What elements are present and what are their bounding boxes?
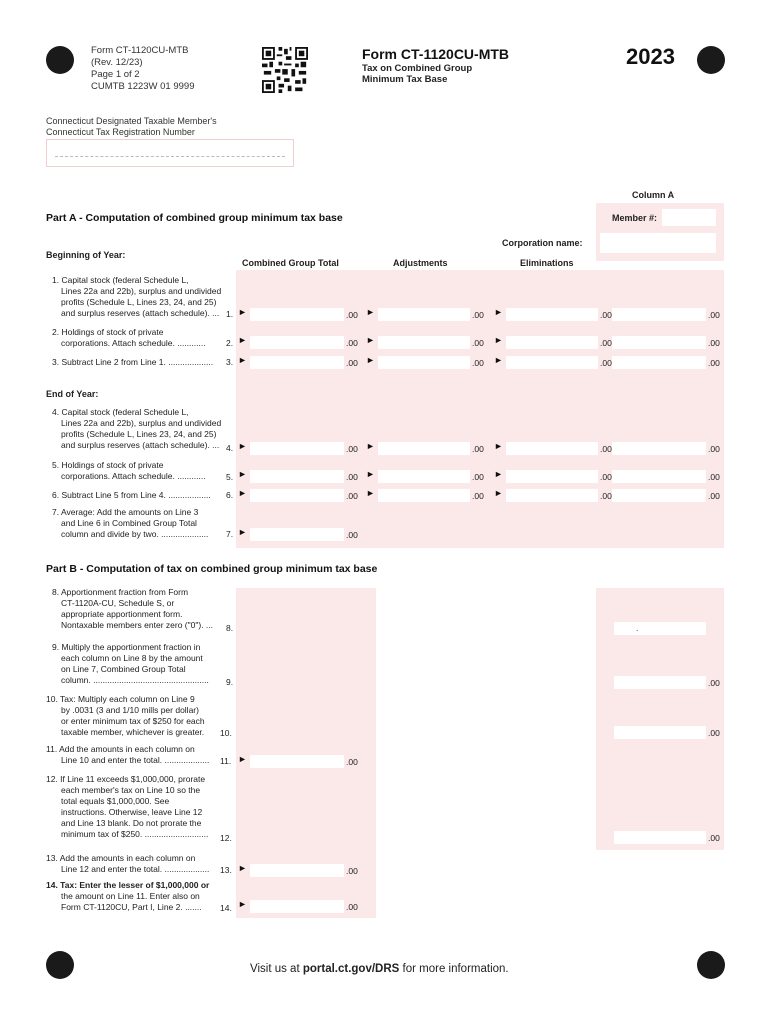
field-arrow-icon: ► xyxy=(238,488,247,498)
line-1-total-input[interactable] xyxy=(250,308,344,321)
cents-label: .00 xyxy=(346,472,358,482)
cents-label: .00 xyxy=(346,530,358,540)
cents-label: .00 xyxy=(708,678,720,688)
footer-text: Visit us at portal.ct.gov/DRS for more information. xyxy=(250,963,509,975)
cents-label: .00 xyxy=(346,310,358,320)
line-12-column-a-input[interactable] xyxy=(614,831,706,844)
cents-label: .00 xyxy=(600,444,612,454)
part-a-title: Part A - Computation of combined group minimum tax base xyxy=(46,212,343,224)
line-3-label: 3. Subtract Line 2 from Line 1. ................... xyxy=(52,357,214,367)
line-4-column-a-input[interactable] xyxy=(612,442,706,455)
cents-label: .00 xyxy=(708,310,720,320)
end-of-year-label: End of Year: xyxy=(46,389,99,399)
line-6-number: 6. xyxy=(226,490,234,500)
registration-mark xyxy=(697,46,725,74)
cents-label: .00 xyxy=(600,472,612,482)
line-4-number: 4. xyxy=(226,443,234,453)
qr-code-icon xyxy=(262,47,308,93)
field-arrow-icon: ► xyxy=(238,899,247,909)
line-2-eliminations-input[interactable] xyxy=(506,336,598,349)
eliminations-header: Eliminations xyxy=(520,258,574,268)
registration-number-label: Connecticut Designated Taxable Member's Connecticut Tax Registration Number xyxy=(46,116,217,137)
registration-mark xyxy=(46,951,74,979)
form-title: Form CT-1120CU-MTB xyxy=(362,46,510,62)
line-2-total-input[interactable] xyxy=(250,336,344,349)
line-5-eliminations-input[interactable] xyxy=(506,470,598,483)
cents-label: .00 xyxy=(346,902,358,912)
cents-label: .00 xyxy=(708,444,720,454)
line-7-number: 7. xyxy=(226,529,234,539)
line-1-adjustments-input[interactable] xyxy=(378,308,470,321)
registration-mark xyxy=(697,951,725,979)
cents-label: .00 xyxy=(600,491,612,501)
line-1-eliminations-input[interactable] xyxy=(506,308,598,321)
line-14-total-input[interactable] xyxy=(250,900,344,913)
column-a-label: Column A xyxy=(632,190,675,200)
line-8-number: 8. xyxy=(226,623,234,633)
field-arrow-icon: ► xyxy=(238,754,247,764)
cents-label: .00 xyxy=(708,338,720,348)
field-arrow-icon: ► xyxy=(494,441,503,451)
cents-label: .00 xyxy=(708,728,720,738)
line-5-total-input[interactable] xyxy=(250,470,344,483)
field-arrow-icon: ► xyxy=(366,307,375,317)
field-arrow-icon: ► xyxy=(238,307,247,317)
line-1-label: 1. Capital stock (federal Schedule L, Lines 22a and 22b), surplus and undivided profits (Schedule L, Lines 23, 24, and 25) and surplus reserves (attach schedule). ... xyxy=(52,275,222,318)
field-arrow-icon: ► xyxy=(494,469,503,479)
line-4-total-input[interactable] xyxy=(250,442,344,455)
cents-label: .00 xyxy=(472,338,484,348)
line-5-adjustments-input[interactable] xyxy=(378,470,470,483)
line-7-label: 7. Average: Add the amounts on Line 3 and Line 6 in Combined Group Total column and divide by two. .................... xyxy=(52,507,209,539)
field-arrow-icon: ► xyxy=(238,469,247,479)
line-9-label: 9. Multiply the apportionment fraction in each column on Line 8 by the amount on Line 7, Combined Group Total column. ................................................. xyxy=(52,642,209,685)
line-6-total-input[interactable] xyxy=(250,489,344,502)
cents-label: .00 xyxy=(472,310,484,320)
line-4-label: 4. Capital stock (federal Schedule L, Lines 22a and 22b), surplus and undivided profits (Schedule L, Lines 23, 24, and 25) and surplus reserves (attach schedule). ... xyxy=(52,407,222,450)
cents-label: .00 xyxy=(346,338,358,348)
field-arrow-icon: ► xyxy=(366,335,375,345)
line-7-total-input[interactable] xyxy=(250,528,344,541)
portal-link[interactable]: portal.ct.gov/DRS xyxy=(302,963,400,975)
line-11-number: 11. xyxy=(220,756,232,766)
cents-label: .00 xyxy=(472,472,484,482)
line-10-label: 10. Tax: Multiply each column on Line 9 by .0031 (3 and 1/10 mills per dollar) or enter minimum tax of $250 for each taxable member, whichever is greater. xyxy=(46,694,205,737)
line-12-label: 12. If Line 11 exceeds $1,000,000, prorate each member's tax on Line 10 so the total equals $1,000,000. See instructions. Otherwise, leave Line 12 and Line 13 blank. Do not prorate the minimum tax of $250. ........................... xyxy=(46,774,209,839)
corporation-name-label: Corporation name: xyxy=(502,238,583,248)
line-4-adjustments-input[interactable] xyxy=(378,442,470,455)
form-code: CUMTB 1223W 01 9999 xyxy=(91,81,195,92)
page-number: Page 1 of 2 xyxy=(91,69,140,80)
field-arrow-icon: ► xyxy=(238,441,247,451)
tax-registration-number-input[interactable] xyxy=(46,139,294,167)
line-2-label: 2. Holdings of stock of private corporations. Attach schedule. ............ xyxy=(52,327,206,348)
line-13-label: 13. Add the amounts in each column on Line 12 and enter the total. ................... xyxy=(46,853,210,874)
beginning-of-year-label: Beginning of Year: xyxy=(46,250,126,260)
form-subtitle: Tax on Combined Group Minimum Tax Base xyxy=(362,63,473,85)
line-3-eliminations-input[interactable] xyxy=(506,356,598,369)
field-arrow-icon: ► xyxy=(238,355,247,365)
field-arrow-icon: ► xyxy=(238,863,247,873)
cents-label: .00 xyxy=(708,472,720,482)
line-6-label: 6. Subtract Line 5 from Line 4. .................. xyxy=(52,490,211,500)
line-5-label: 5. Holdings of stock of private corporations. Attach schedule. ............ xyxy=(52,460,206,481)
decimal-point: . xyxy=(636,623,639,633)
member-number-label: Member #: xyxy=(612,213,658,223)
line-5-column-a-input[interactable] xyxy=(612,470,706,483)
line-1-number: 1. xyxy=(226,309,234,319)
line-11-total-input[interactable] xyxy=(250,755,344,768)
line-8-label: 8. Apportionment fraction from Form CT-1120A-CU, Schedule S, or appropriate apportionment form. Nontaxable members enter zero ("0"). ... xyxy=(52,587,214,630)
line-10-number: 10. xyxy=(220,728,232,738)
line-3-adjustments-input[interactable] xyxy=(378,356,470,369)
line-12-number: 12. xyxy=(220,833,232,843)
adjustments-header: Adjustments xyxy=(393,258,448,268)
line-8-column-a-input[interactable] xyxy=(614,622,706,635)
line-3-number: 3. xyxy=(226,357,234,367)
field-arrow-icon: ► xyxy=(366,441,375,451)
line-2-number: 2. xyxy=(226,338,234,348)
line-4-eliminations-input[interactable] xyxy=(506,442,598,455)
cents-label: .00 xyxy=(346,444,358,454)
cents-label: .00 xyxy=(472,444,484,454)
part-b-title: Part B - Computation of tax on combined group minimum tax base xyxy=(46,563,378,575)
field-arrow-icon: ► xyxy=(366,488,375,498)
cents-label: .00 xyxy=(472,358,484,368)
part-a-end-area xyxy=(236,378,724,548)
line-1-column-a-input[interactable] xyxy=(612,308,706,321)
line-2-adjustments-input[interactable] xyxy=(378,336,470,349)
line-6-eliminations-input[interactable] xyxy=(506,489,598,502)
cents-label: .00 xyxy=(600,338,612,348)
line-10-column-a-input[interactable] xyxy=(614,726,706,739)
cents-label: .00 xyxy=(600,358,612,368)
combined-group-total-header: Combined Group Total xyxy=(242,258,339,268)
registration-mark xyxy=(46,46,74,74)
field-arrow-icon: ► xyxy=(494,335,503,345)
field-arrow-icon: ► xyxy=(494,355,503,365)
cents-label: .00 xyxy=(346,757,358,767)
cents-label: .00 xyxy=(346,866,358,876)
corporation-name-input[interactable] xyxy=(600,233,716,253)
field-arrow-icon: ► xyxy=(494,488,503,498)
cents-label: .00 xyxy=(708,491,720,501)
line-14-number: 14. xyxy=(220,903,232,913)
cents-label: .00 xyxy=(472,491,484,501)
form-header-info xyxy=(91,45,195,93)
line-11-label: 11. Add the amounts in each column on Line 10 and enter the total. ................... xyxy=(46,744,210,765)
line-5-number: 5. xyxy=(226,472,234,482)
member-number-input[interactable] xyxy=(662,209,716,226)
field-arrow-icon: ► xyxy=(238,527,247,537)
field-arrow-icon: ► xyxy=(494,307,503,317)
line-6-adjustments-input[interactable] xyxy=(378,489,470,502)
line-13-total-input[interactable] xyxy=(250,864,344,877)
cents-label: .00 xyxy=(708,833,720,843)
line-9-number: 9. xyxy=(226,677,234,687)
line-14-label: 14. Tax: Enter the lesser of $1,000,000 or the amount on Line 11. Enter also on Form CT-1120CU, Part I, Line 2. ....... xyxy=(46,880,210,912)
line-9-column-a-input[interactable] xyxy=(614,676,706,689)
line-13-number: 13. xyxy=(220,865,232,875)
field-arrow-icon: ► xyxy=(366,355,375,365)
cents-label: .00 xyxy=(346,491,358,501)
form-id: Form CT-1120CU-MTB xyxy=(91,45,189,56)
field-arrow-icon: ► xyxy=(366,469,375,479)
line-6-column-a-input[interactable] xyxy=(612,489,706,502)
cents-label: .00 xyxy=(708,358,720,368)
line-3-column-a-input[interactable] xyxy=(612,356,706,369)
line-2-column-a-input[interactable] xyxy=(612,336,706,349)
cents-label: .00 xyxy=(346,358,358,368)
form-revision: (Rev. 12/23) xyxy=(91,57,143,68)
tax-year: 2023 xyxy=(626,44,675,69)
line-3-total-input[interactable] xyxy=(250,356,344,369)
field-arrow-icon: ► xyxy=(238,335,247,345)
cents-label: .00 xyxy=(600,310,612,320)
